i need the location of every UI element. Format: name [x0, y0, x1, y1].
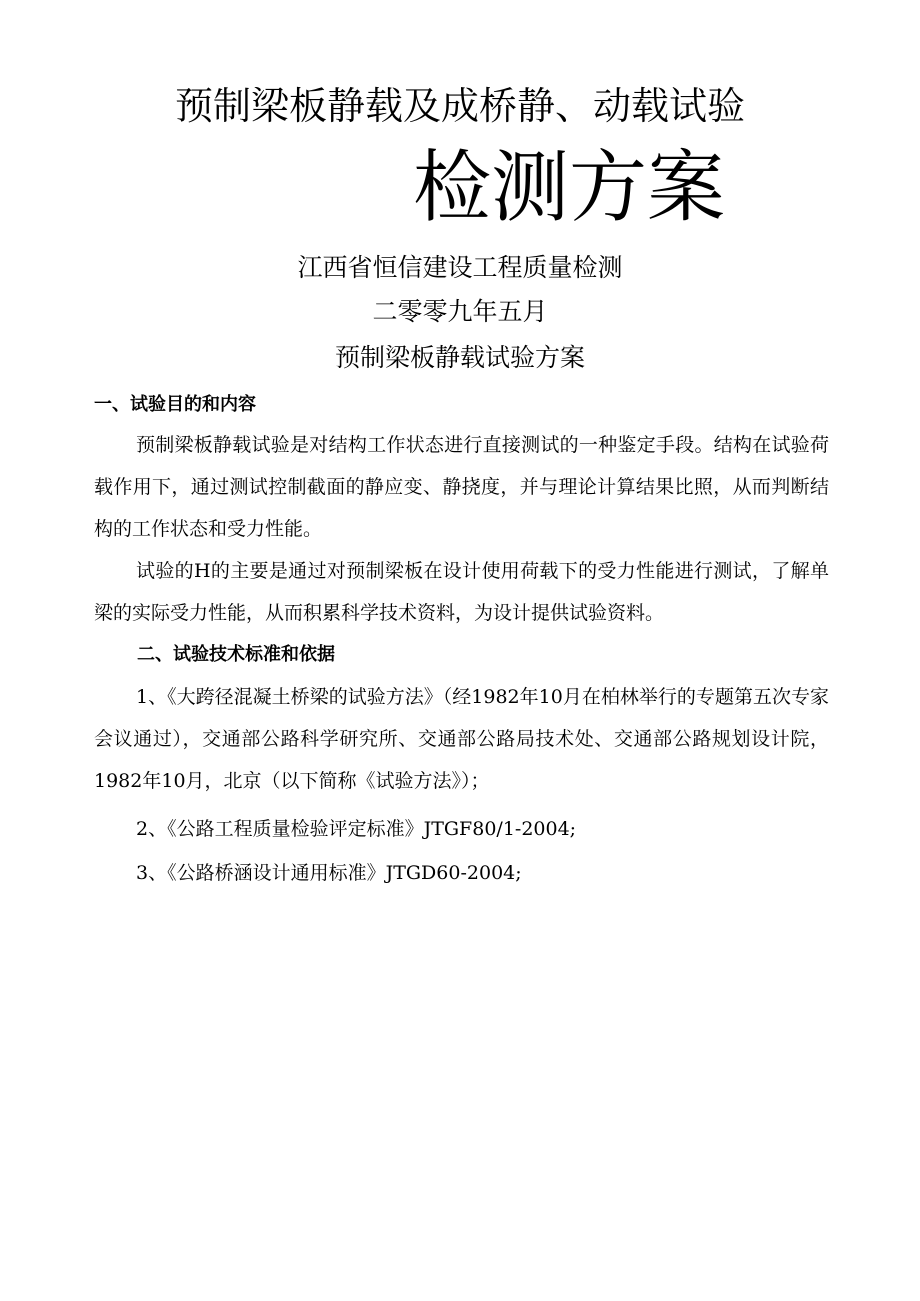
organization-name: 江西省恒信建设工程质量检测 — [297, 253, 623, 282]
document-date: 二零零九年五月 — [372, 297, 548, 326]
document-title-line1: 预制梁板静载及成桥静、动载试验 — [174, 84, 745, 128]
standard-list-item: 3、《公路桥涵设计通用标准》JTGD60-2004; — [136, 862, 522, 884]
section-paragraph: 预制梁板静载试验是对结构工作状态进行直接测试的一种鉴定手段。结构在试验荷载作用下，通过测试控制截面的静应变、静挠度，并与理论计算结果比照，从而判断结构的工作状态和受力性能。 — [94, 434, 829, 540]
section-heading-purpose: 一、试验目的和内容 — [94, 394, 256, 415]
document-title-line2: 检测方案 — [413, 143, 726, 233]
section-heading-standards: 二、试验技术标准和依据 — [137, 644, 335, 665]
section-paragraph: 试验的H的主要是通过对预制梁板在设计使用荷载下的受力性能进行测试，了解单梁的实际受力性能，从而积累科学技术资料，为设计提供试验资料。 — [94, 560, 829, 624]
standard-list-item: 1、《大跨径混凝土桥梁的试验方法》（经1982年10月在柏林举行的专题第五次专家会议通过），交通部公路科学研究所、交通部公路局技术处、交通部公路规划设计院，1982年10月，北京（以下简称《试验方法》）； — [94, 686, 829, 792]
standard-list-item: 2、《公路工程质量检验评定标准》JTGF80/1-2004; — [136, 818, 577, 840]
document-subtitle: 预制梁板静载试验方案 — [334, 343, 585, 372]
